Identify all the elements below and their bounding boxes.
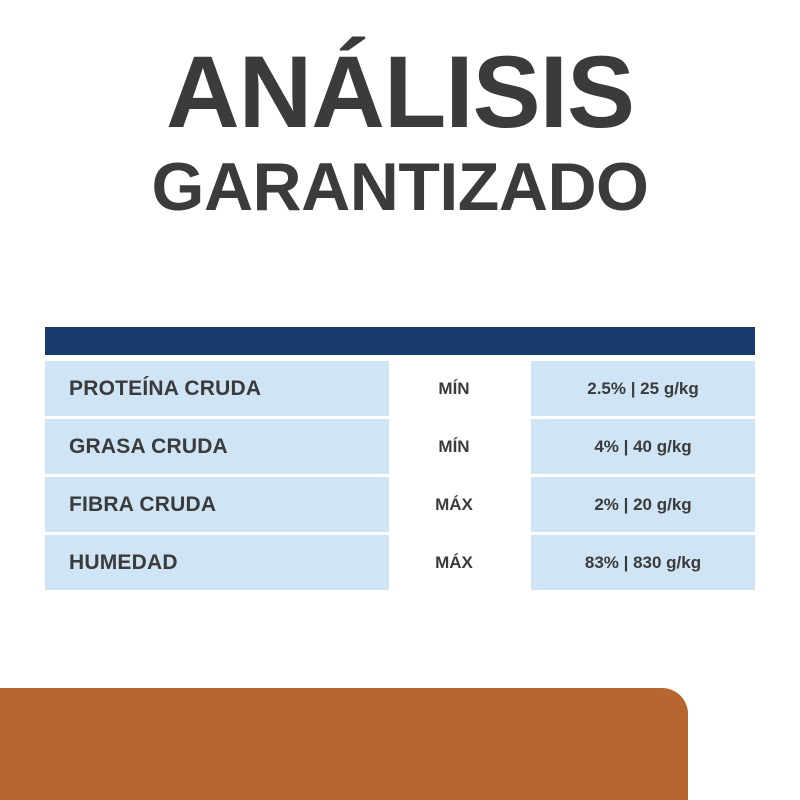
- nutrient-value: 4% | 40 g/kg: [531, 419, 755, 474]
- page-title-line1: ANÁLISIS: [165, 35, 635, 149]
- nutrient-name: PROTEÍNA CRUDA: [45, 361, 389, 416]
- nutrient-name: GRASA CRUDA: [45, 419, 389, 474]
- nutrient-limit: MÍN: [389, 361, 519, 416]
- nutrient-value: 2.5% | 25 g/kg: [531, 361, 755, 416]
- nutrient-name: FIBRA CRUDA: [45, 477, 389, 532]
- bottom-color-band: [0, 688, 688, 800]
- nutrient-limit: MÍN: [389, 419, 519, 474]
- page-title-line2: GARANTIZADO: [151, 149, 649, 225]
- nutrient-limit: MÁX: [389, 535, 519, 590]
- guaranteed-analysis-table: [45, 327, 755, 593]
- table-row: [45, 477, 755, 532]
- cell-spacer: [519, 419, 531, 474]
- table-row: [45, 361, 755, 416]
- table-row: [45, 419, 755, 474]
- cell-spacer: [519, 535, 531, 590]
- nutrient-name: HUMEDAD: [45, 535, 389, 590]
- table-header-bar: [45, 327, 755, 355]
- nutrient-table: [45, 358, 755, 593]
- page-title: [0, 35, 800, 225]
- nutrient-value: 2% | 20 g/kg: [531, 477, 755, 532]
- table-row: [45, 535, 755, 590]
- cell-spacer: [519, 477, 531, 532]
- nutrient-value: 83% | 830 g/kg: [531, 535, 755, 590]
- nutrient-limit: MÁX: [389, 477, 519, 532]
- cell-spacer: [519, 361, 531, 416]
